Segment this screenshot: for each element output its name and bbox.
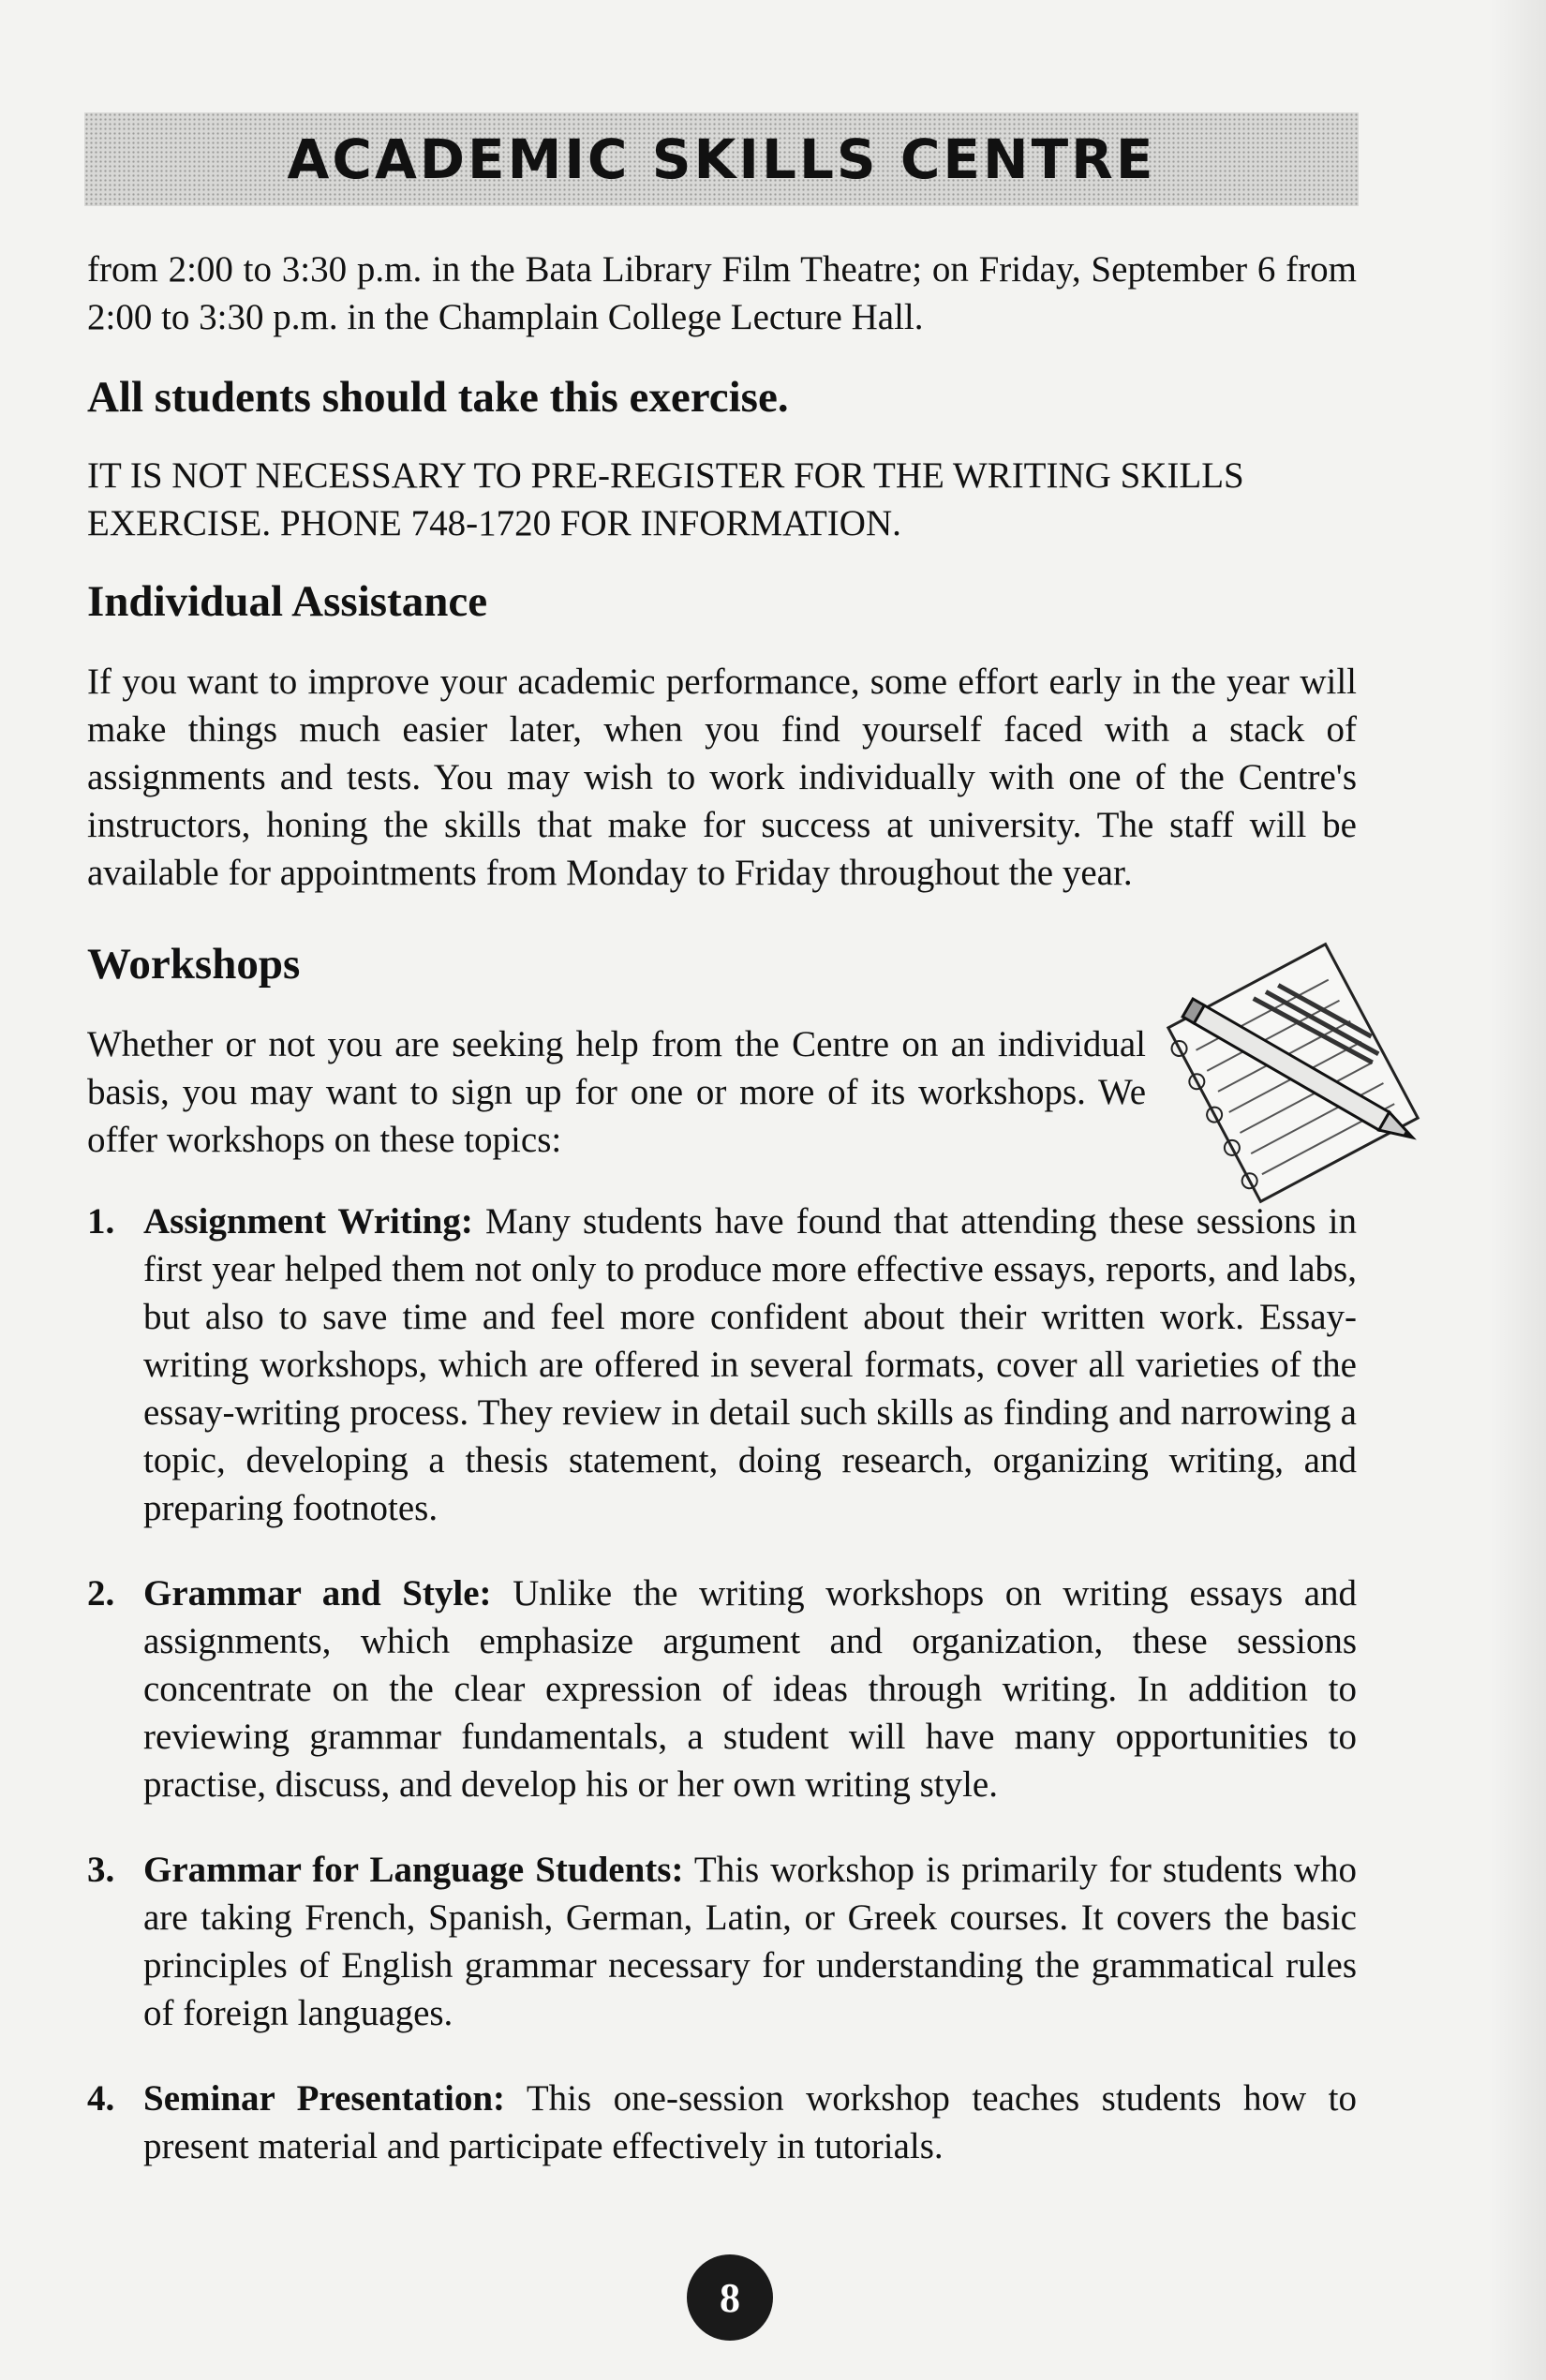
list-item	[87, 2075, 1357, 2170]
item-text: This workshop is primarily for students who are taking French, Spanish, German, Latin, or Greek courses. It covers the basic principles of English grammar necessary for understanding the grammatical rules of foreign languages.	[143, 1850, 1358, 2033]
item-text: Many students have found that attending these sessions in first year helped them not only to produce more effective essays, reports, and labs, but also to save time and feel more confident about their written work. Essay-writing workshops, which are offered in several formats, cover all varieties of the essay-writing process. They review in detail such skills as finding and narrowing a topic, developing a thesis statement, doing research, organizing writing, and preparing footnotes.	[143, 1201, 1357, 1528]
list-item	[87, 1569, 1357, 1808]
workshops-heading: Workshops	[87, 940, 301, 989]
intro-paragraph: from 2:00 to 3:30 p.m. in the Bata Library Film Theatre; on Friday, September 6 from 2:00 to 3:30 p.m. in the Champlain College Lecture Hall.	[87, 249, 1357, 337]
item-text: Unlike the writing workshops on writing essays and assignments, which emphasize argument and organization, these sessions concentrate on the clear expression of ideas through writing. In addition to reviewing grammar fundamentals, a student will have many opportunities to practise, discuss, and develop his or her own writing style.	[143, 1573, 1358, 1805]
list-item	[87, 1846, 1357, 2037]
item-number: 1.	[87, 1201, 115, 1242]
list-item	[87, 1197, 1357, 1532]
header-banner	[84, 112, 1359, 206]
individual-assistance-heading: Individual Assistance	[87, 577, 488, 626]
item-number: 3.	[87, 1850, 115, 1890]
emphasis-line: All students should take this exercise.	[87, 373, 789, 422]
page-number: 8	[720, 2274, 740, 2321]
item-number: 2.	[87, 1573, 115, 1614]
item-text: This one-session workshop teaches students how to present material and participate effectively in tutorials.	[143, 2078, 1357, 2166]
workshop-list	[87, 1197, 1357, 2170]
workshops-intro: Whether or not you are seeking help from the Centre on an individual basis, you may want to sign up for one or more of its workshops. We offer workshops on these topics:	[87, 1024, 1146, 1160]
item-title: Grammar and Style:	[143, 1573, 492, 1614]
page-content	[87, 245, 1357, 2209]
item-title: Grammar for Language Students:	[143, 1850, 684, 1890]
individual-assistance-text: If you want to improve your academic performance, some effort early in the year will make things much easier later, when you find yourself faced with a stack of assignments and tests. You may wish to work individually with one of the Centre's instructors, honing the skills that make for success at university. The staff will be available for appointments from Monday to Friday throughout the year.	[87, 662, 1357, 893]
individual-assistance-section	[87, 573, 1357, 897]
registration-notice: IT IS NOT NECESSARY TO PRE-REGISTER FOR THE WRITING SKILLS EXERCISE. PHONE 748-1720 FOR INFORMATION.	[87, 455, 1244, 543]
page-edge-shadow	[1490, 0, 1546, 2380]
header-title: ACADEMIC SKILLS CENTRE	[287, 127, 1156, 191]
page-number-badge	[687, 2254, 773, 2341]
item-title: Seminar Presentation:	[143, 2078, 506, 2119]
notebook-pencil-illustration	[1152, 932, 1434, 1213]
item-title: Assignment Writing:	[143, 1201, 473, 1242]
item-number: 4.	[87, 2078, 115, 2119]
